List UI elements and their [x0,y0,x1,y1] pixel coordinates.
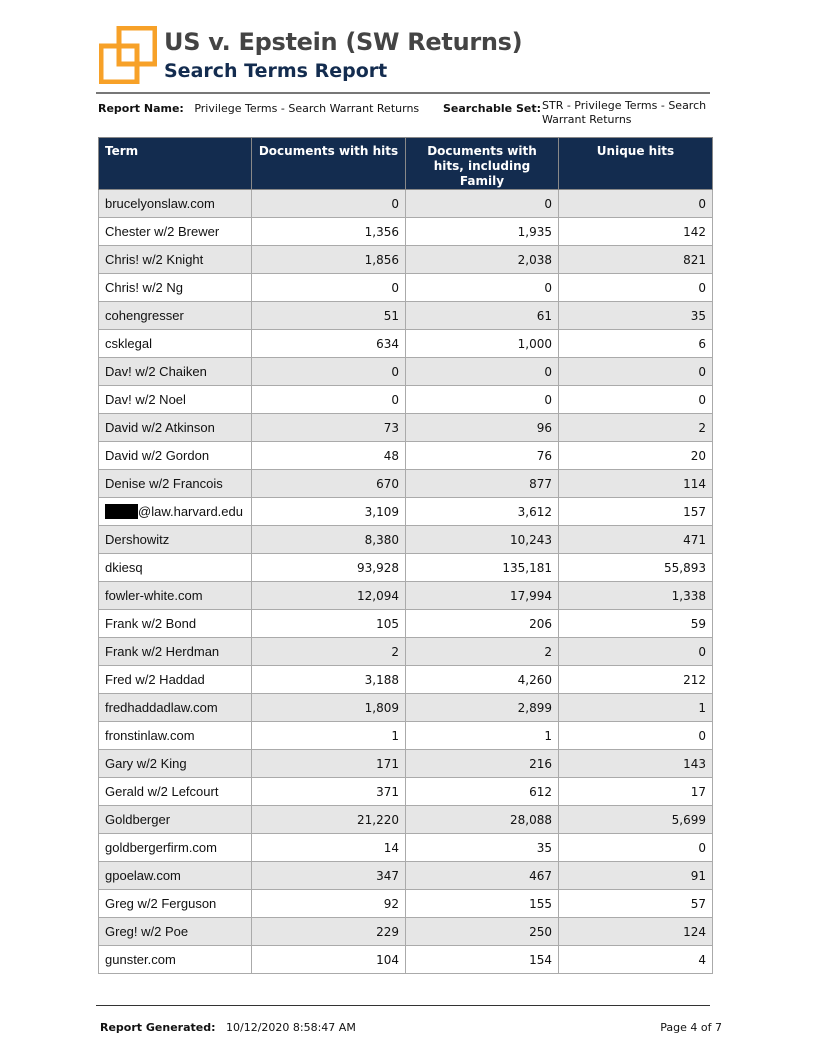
cell-term [99,666,252,694]
cell-text: fowler-white.com [105,588,203,603]
cell-text: 135,181 [502,560,552,575]
cell-docs-with-hits-family [406,694,559,722]
cell-unique-hits [559,862,713,890]
cell-term [99,582,252,610]
cell-text: 877 [529,476,552,491]
table-row [99,582,713,610]
cell-text: 0 [391,364,399,379]
cell-text: 3,109 [364,504,399,519]
cell-term [99,834,252,862]
cell-docs-with-hits-family [406,666,559,694]
table-row [99,442,713,470]
cell-text: 2 [544,644,552,659]
cell-unique-hits [559,302,713,330]
cell-text: 229 [376,924,399,939]
search-terms-table [98,137,713,974]
cell-unique-hits [559,694,713,722]
cell-unique-hits [559,610,713,638]
table-row [99,862,713,890]
cell-text: 55,893 [664,560,706,575]
table-header-row [99,138,713,190]
cell-text: 1,856 [364,252,399,267]
cell-text: 4 [698,952,706,967]
table-row [99,470,713,498]
cell-docs-with-hits-family [406,470,559,498]
table-row [99,694,713,722]
cell-text: 0 [544,364,552,379]
cell-text: 104 [376,952,399,967]
cell-text: Frank w/2 Herdman [105,644,220,659]
cell-docs-with-hits-family [406,442,559,470]
report-title: US v. Epstein (SW Returns) [164,28,523,56]
cell-unique-hits [559,806,713,834]
cell-text: 670 [376,476,399,491]
cell-text: 0 [698,196,706,211]
table-row [99,358,713,386]
cell-docs-with-hits [252,778,406,806]
cell-text: 0 [391,392,399,407]
table-row [99,610,713,638]
cell-docs-with-hits [252,890,406,918]
cell-text: 216 [529,756,552,771]
cell-text: 51 [383,308,399,323]
cell-text: 124 [683,924,706,939]
cell-unique-hits [559,946,713,974]
cell-text: 35 [536,840,552,855]
cell-text: 0 [544,392,552,407]
cell-text: 0 [391,280,399,295]
report-subtitle: Search Terms Report [164,60,388,82]
cell-text: 105 [376,616,399,631]
cell-term [99,386,252,414]
cell-text: David w/2 Gordon [105,448,210,463]
table-row [99,526,713,554]
cell-text: 20 [690,448,706,463]
cell-unique-hits [559,666,713,694]
cell-text: 91 [690,868,706,883]
cell-text: 0 [698,728,706,743]
cell-text: 155 [529,896,552,911]
table-row [99,498,713,526]
cell-docs-with-hits [252,526,406,554]
cell-term [99,246,252,274]
report-generated-label: Report Generated: [100,1021,216,1034]
cell-text: Goldberger [105,812,171,827]
cell-text: 12,094 [357,588,399,603]
cell-text: cohengresser [105,308,184,323]
cell-unique-hits [559,386,713,414]
cell-text: Dershowitz [105,532,170,547]
cell-text: 0 [698,364,706,379]
cell-text: 3,612 [517,504,552,519]
cell-text: dkiesq [105,560,143,575]
cell-docs-with-hits-family [406,274,559,302]
cell-docs-with-hits-family [406,582,559,610]
cell-docs-with-hits-family [406,498,559,526]
table-row [99,946,713,974]
cell-unique-hits [559,414,713,442]
cell-unique-hits [559,218,713,246]
cell-docs-with-hits [252,834,406,862]
cell-text: 142 [683,224,706,239]
cell-unique-hits [559,330,713,358]
cell-text: 0 [698,644,706,659]
cell-text: 0 [544,196,552,211]
cell-text: Greg! w/2 Poe [105,924,189,939]
table-row [99,890,713,918]
cell-text: Denise w/2 Francois [105,476,223,491]
cell-text: Chris! w/2 Knight [105,252,204,267]
cell-docs-with-hits-family [406,610,559,638]
cell-text: Chris! w/2 Ng [105,280,184,295]
cell-docs-with-hits-family [406,526,559,554]
cell-term [99,778,252,806]
cell-text: brucelyonslaw.com [105,196,215,211]
table-row [99,778,713,806]
cell-docs-with-hits [252,190,406,218]
table-row [99,302,713,330]
cell-term [99,442,252,470]
cell-text: 28,088 [510,812,552,827]
cell-term [99,218,252,246]
cell-text: 92 [383,896,399,911]
table-row [99,274,713,302]
cell-term [99,890,252,918]
cell-text: 371 [376,784,399,799]
cell-text: 821 [683,252,706,267]
cell-docs-with-hits [252,414,406,442]
cell-docs-with-hits [252,246,406,274]
table-row [99,218,713,246]
column-header-unique-hits: Unique hits [559,138,713,190]
cell-docs-with-hits [252,638,406,666]
cell-text: 2 [698,420,706,435]
cell-unique-hits [559,582,713,610]
cell-docs-with-hits-family [406,778,559,806]
cell-text: 17 [690,784,706,799]
cell-term [99,918,252,946]
cell-text: 1,809 [364,700,399,715]
cell-docs-with-hits [252,918,406,946]
cell-text: 61 [536,308,552,323]
cell-docs-with-hits-family [406,190,559,218]
cell-term [99,414,252,442]
cell-text: 0 [698,392,706,407]
page-number: Page 4 of 7 [660,1021,722,1034]
cell-term [99,302,252,330]
cell-docs-with-hits [252,470,406,498]
cell-docs-with-hits-family [406,638,559,666]
table-row [99,834,713,862]
cell-docs-with-hits [252,302,406,330]
table-row [99,666,713,694]
cell-unique-hits [559,498,713,526]
table-row [99,330,713,358]
cell-text: 0 [698,280,706,295]
footer-divider [96,1005,710,1006]
cell-docs-with-hits [252,806,406,834]
table-row [99,190,713,218]
cell-text: 0 [544,280,552,295]
cell-text: 612 [529,784,552,799]
cell-text: @law.harvard.edu [138,504,243,519]
cell-text: Greg w/2 Ferguson [105,896,217,911]
cell-text: gpoelaw.com [105,868,181,883]
cell-text: 143 [683,756,706,771]
cell-docs-with-hits [252,218,406,246]
cell-docs-with-hits [252,330,406,358]
cell-text: 0 [391,196,399,211]
cell-text: gunster.com [105,952,176,967]
cell-text: 250 [529,924,552,939]
cell-docs-with-hits-family [406,386,559,414]
cell-text: 96 [536,420,552,435]
cell-text: 471 [683,532,706,547]
cell-docs-with-hits-family [406,918,559,946]
cell-text: Chester w/2 Brewer [105,224,220,239]
cell-unique-hits [559,246,713,274]
cell-docs-with-hits [252,862,406,890]
cell-term [99,498,252,526]
cell-text: David w/2 Atkinson [105,420,215,435]
cell-docs-with-hits-family [406,414,559,442]
redaction-block [105,504,138,519]
cell-term [99,750,252,778]
cell-text: 6 [698,336,706,351]
cell-docs-with-hits-family [406,890,559,918]
cell-term [99,610,252,638]
cell-text: 2,899 [517,700,552,715]
cell-docs-with-hits [252,694,406,722]
cell-docs-with-hits-family [406,246,559,274]
cell-text: 93,928 [357,560,399,575]
cell-text: 35 [690,308,706,323]
cell-text: fredhaddadlaw.com [105,700,218,715]
table-row [99,638,713,666]
cell-text: 347 [376,868,399,883]
report-generated [100,1021,356,1034]
cell-term [99,190,252,218]
cell-text: 1 [544,728,552,743]
cell-text: Dav! w/2 Noel [105,392,186,407]
cell-text: Dav! w/2 Chaiken [105,364,207,379]
cell-docs-with-hits-family [406,302,559,330]
column-header-docs-with-hits-family: Documents with hits, including Family [406,138,559,190]
cell-docs-with-hits [252,750,406,778]
table-row [99,722,713,750]
cell-text: 8,380 [364,532,399,547]
cell-unique-hits [559,750,713,778]
cell-text: 206 [529,616,552,631]
report-generated-value: 10/12/2020 8:58:47 AM [226,1021,356,1034]
cell-docs-with-hits-family [406,554,559,582]
column-header-term: Term [99,138,252,190]
cell-text: 171 [376,756,399,771]
cell-docs-with-hits [252,554,406,582]
cell-text: 1,356 [364,224,399,239]
cell-text: 2,038 [517,252,552,267]
cell-docs-with-hits [252,442,406,470]
cell-term [99,946,252,974]
table-row [99,806,713,834]
cell-term [99,862,252,890]
report-name-value: Privilege Terms - Search Warrant Returns [194,102,420,115]
cell-text: 48 [383,448,399,463]
cell-docs-with-hits-family [406,750,559,778]
cell-unique-hits [559,358,713,386]
cell-term [99,554,252,582]
cell-text: 59 [690,616,706,631]
cell-docs-with-hits-family [406,330,559,358]
cell-text: 2 [391,644,399,659]
cell-text: Gary w/2 King [105,756,187,771]
header-divider [96,92,710,94]
cell-text: 21,220 [357,812,399,827]
cell-text: 10,243 [510,532,552,547]
cell-text: 3,188 [364,672,399,687]
cell-unique-hits [559,554,713,582]
cell-text: 212 [683,672,706,687]
cell-docs-with-hits [252,666,406,694]
cell-docs-with-hits-family [406,862,559,890]
cell-unique-hits [559,638,713,666]
cell-text: Frank w/2 Bond [105,616,197,631]
cell-unique-hits [559,470,713,498]
report-name-label: Report Name: [98,102,184,115]
table-row [99,750,713,778]
cell-unique-hits [559,274,713,302]
searchable-set-label: Searchable Set: [443,102,541,115]
searchable-set-value: STR - Privilege Terms - Search Warrant Returns [542,99,707,126]
cell-docs-with-hits [252,274,406,302]
cell-docs-with-hits-family [406,722,559,750]
cell-docs-with-hits [252,722,406,750]
cell-term [99,330,252,358]
cell-docs-with-hits [252,610,406,638]
cell-unique-hits [559,722,713,750]
cell-text: Gerald w/2 Lefcourt [105,784,219,799]
cell-text: 467 [529,868,552,883]
cell-term [99,470,252,498]
cell-text: 154 [529,952,552,967]
cell-text: 57 [690,896,706,911]
table-row [99,414,713,442]
cell-docs-with-hits [252,358,406,386]
cell-unique-hits [559,918,713,946]
logo-icon [99,26,157,84]
cell-docs-with-hits-family [406,946,559,974]
cell-text: 73 [383,420,399,435]
cell-text: 114 [683,476,706,491]
cell-docs-with-hits [252,582,406,610]
cell-docs-with-hits-family [406,358,559,386]
cell-docs-with-hits [252,386,406,414]
cell-text: 157 [683,504,706,519]
cell-text: 14 [383,840,399,855]
cell-text: 0 [698,840,706,855]
cell-term [99,722,252,750]
table-row [99,918,713,946]
cell-text: 4,260 [517,672,552,687]
cell-docs-with-hits [252,498,406,526]
table-row [99,554,713,582]
cell-text: 1 [391,728,399,743]
cell-text: csklegal [105,336,152,351]
cell-text: 5,699 [671,812,706,827]
cell-text: goldbergerfirm.com [105,840,217,855]
cell-text: 634 [376,336,399,351]
cell-docs-with-hits-family [406,834,559,862]
cell-docs-with-hits-family [406,806,559,834]
cell-text: 1,000 [517,336,552,351]
cell-text: fronstinlaw.com [105,728,195,743]
cell-text: 1 [698,700,706,715]
cell-text: 76 [536,448,552,463]
cell-term [99,694,252,722]
cell-docs-with-hits [252,946,406,974]
cell-text: 1,935 [517,224,552,239]
cell-unique-hits [559,526,713,554]
cell-unique-hits [559,834,713,862]
cell-unique-hits [559,890,713,918]
table-row [99,386,713,414]
report-name [98,102,419,115]
cell-term [99,526,252,554]
table-row [99,246,713,274]
cell-unique-hits [559,442,713,470]
cell-text: Fred w/2 Haddad [105,672,205,687]
cell-term [99,358,252,386]
cell-docs-with-hits-family [406,218,559,246]
cell-unique-hits [559,190,713,218]
cell-text: 1,338 [671,588,706,603]
cell-unique-hits [559,778,713,806]
cell-term [99,638,252,666]
cell-term [99,806,252,834]
cell-text: 17,994 [510,588,552,603]
column-header-docs-with-hits: Documents with hits [252,138,406,190]
cell-term [99,274,252,302]
